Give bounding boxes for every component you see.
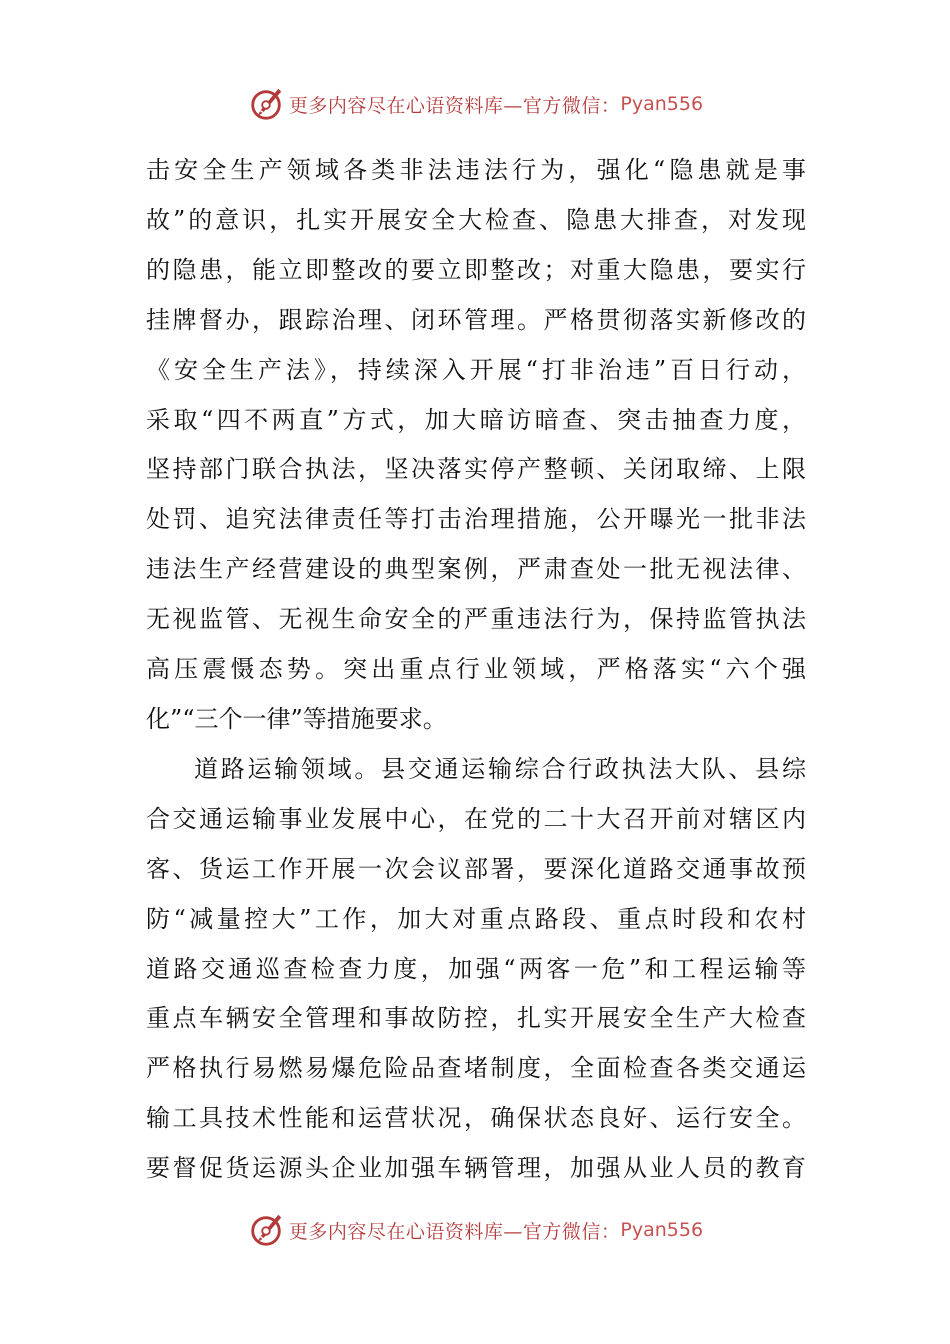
text-line: 击安全生产领域各类非法违法行为，强化“隐患就是事	[146, 156, 806, 184]
paragraph-road-transport	[146, 745, 806, 1194]
text-line: 道路运输领域。县交通运输综合行政执法大队、县综	[194, 754, 806, 783]
text-line: 挂牌督办，跟踪治理、闭环管理。严格贯彻落实新修改的	[146, 305, 806, 334]
text-line: 道路交通巡查检查力度，加强“两客一危”和工程运输等	[146, 954, 806, 983]
text-line: 严格执行易燃易爆危险品查堵制度，全面检查各类交通运	[146, 1054, 806, 1083]
text-line: 重点车辆安全管理和事故防控，扎实开展安全生产大检查	[146, 1004, 806, 1033]
text-line: 高压震慑态势。突出重点行业领域，严格落实“六个强	[146, 655, 806, 684]
text-line: 客、货运工作开展一次会议部署，要深化道路交通事故预	[146, 854, 806, 883]
banner-text: 更多内容尽在心语资料库—官方微信：	[288, 94, 621, 117]
banner-wechat-id: Pyan556	[620, 1219, 704, 1241]
text-line: 输工具技术性能和运营状况，确保状态良好、运行安全。	[146, 1104, 806, 1133]
text-line: 故”的意识，扎实开展安全大检查、隐患大排查，对发现	[146, 205, 806, 234]
text-line: 化”“三个一律”等措施要求。	[146, 704, 447, 733]
footer-banner	[0, 1210, 950, 1250]
text-line: 处罚、追究法律责任等打击治理措施，公开曝光一批非法	[146, 505, 806, 534]
text-line: 要督促货运源头企业加强车辆管理，加强从业人员的教育	[146, 1154, 806, 1183]
quill-pen-logo-icon	[247, 1211, 285, 1249]
banner-wechat-id: Pyan556	[620, 93, 704, 115]
paragraph-continued	[146, 146, 806, 745]
banner-text: 更多内容尽在心语资料库—官方微信：	[288, 1220, 621, 1243]
quill-pen-logo-icon	[247, 85, 285, 123]
text-line: 无视监管、无视生命安全的严重违法行为，保持监管执法	[146, 605, 806, 634]
document-body	[146, 146, 806, 1194]
text-line: 坚持部门联合执法，坚决落实停产整顿、关闭取缔、上限	[146, 455, 806, 484]
text-line: 防“减量控大”工作，加大对重点路段、重点时段和农村	[146, 904, 806, 933]
text-line: 采取“四不两直”方式，加大暗访暗查、突击抽查力度，	[146, 405, 806, 434]
text-line: 合交通运输事业发展中心，在党的二十大召开前对辖区内	[146, 804, 806, 833]
text-line: 违法生产经营建设的典型案例，严肃查处一批无视法律、	[146, 555, 806, 584]
text-line: 《安全生产法》，持续深入开展“打非治违”百日行动，	[146, 355, 806, 384]
header-banner	[0, 84, 950, 124]
text-line: 的隐患，能立即整改的要立即整改；对重大隐患，要实行	[146, 255, 806, 284]
